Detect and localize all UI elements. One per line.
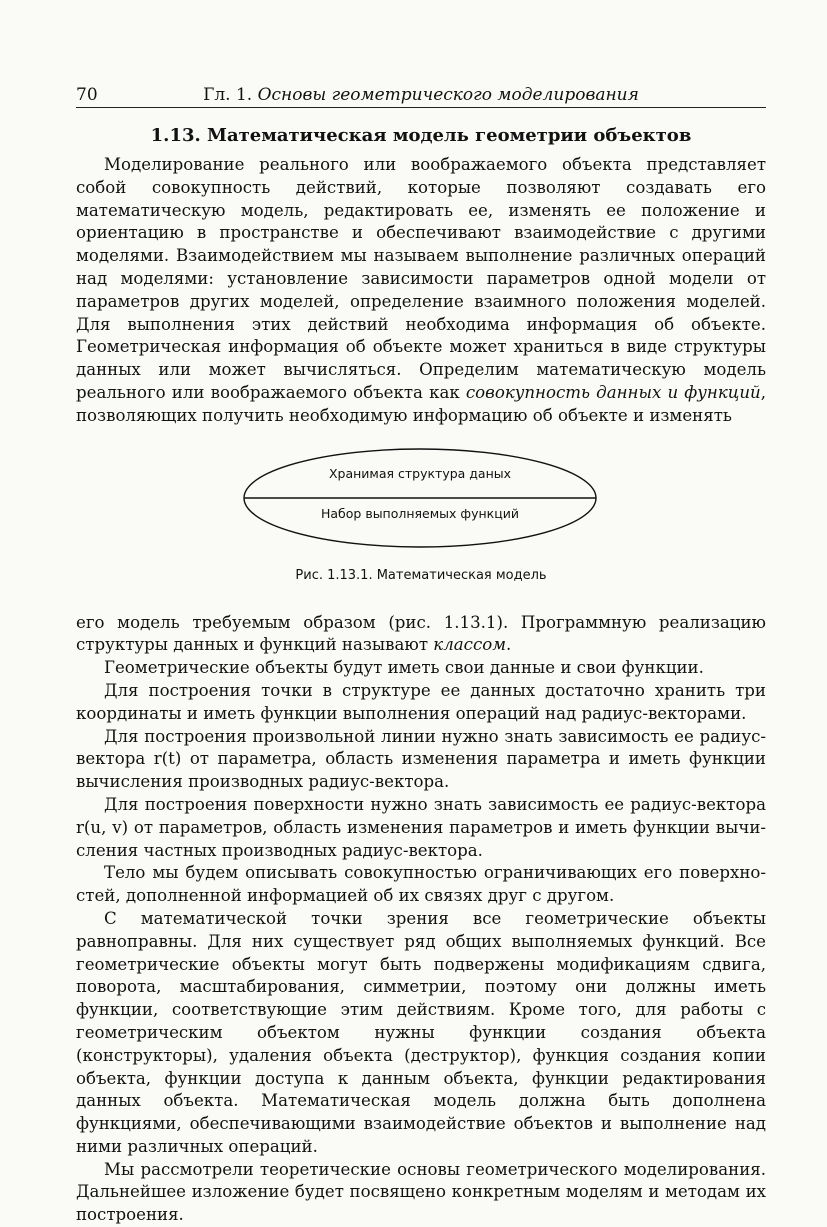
p1-cont-end: . bbox=[505, 635, 512, 655]
paragraph-1 bbox=[76, 154, 766, 428]
p1-end: , позволяющих получить необходимую информацию об объекте и изменять bbox=[76, 382, 766, 425]
p1-cont-emphasis: классом bbox=[433, 635, 506, 655]
page-number: 70 bbox=[76, 85, 98, 105]
book-page bbox=[76, 84, 766, 1227]
section-title: 1.13. Математическая модель геометрии объектов bbox=[150, 125, 692, 146]
figure-1-13-1 bbox=[76, 442, 766, 612]
paragraph-8: Мы рассмотрели теоретические основы геометрического моделирования. Дальнейшее изложение будет посвящено конкретным моделям и методам их построения. bbox=[76, 1159, 766, 1225]
figure-caption: Рис. 1.13.1. Математическая модель bbox=[295, 567, 547, 583]
paragraph-3: Для построения точки в структуре ее данных достаточно хранить три координаты и иметь функции выполнения операций над радиус-векторами. bbox=[76, 680, 766, 723]
paragraph-6: Тело мы будем описывать совокупностью ограничивающих его поверхностей, дополненной информацией об их связях друг с другом. bbox=[76, 863, 766, 906]
figure-label-data-structure: Хранимая структура даных bbox=[328, 465, 512, 481]
paragraph-1-continued bbox=[76, 612, 766, 658]
paragraph-7: С математической точки зрения все геометрические объекты равноправны. Для них существует ряд общих выполняемых функций. Все геометрические объекты могут быть подвержены модификациям сдвига, поворота, масштабирования, симметрии, поэтому они должны иметь функции, соответствующие этим действиям. Кроме того, для работы с геометрическим объектом нужны функции создания объекта (конструкторы), удаления объекта (деструктор), функция создания копии объекта, функции доступа к данным объекта, функции редактирования данных объекта. Математическая модель должна быть дополнена функциями, обеспечивающими взаимодействие объектов и выполнение над ними различных операций. bbox=[76, 908, 766, 1156]
paragraph-5: Для построения поверхности нужно знать зависимость ее радиус-вектора r(u, v) от параметров, область изменения параметров и иметь функции вычисления частных производных радиус-вектора. bbox=[76, 794, 766, 860]
chapter-number: Гл. 1. bbox=[203, 85, 253, 105]
chapter-title: Основы геометрического моделирования bbox=[257, 85, 639, 105]
running-head bbox=[76, 84, 766, 108]
p1-emphasis: совокупность данных и функций bbox=[465, 382, 761, 402]
p1-cont-start: его модель требуемым образом (рис. 1.13.1). Программную реализацию структуры данных и функций называют bbox=[76, 612, 766, 655]
p1-start: Моделирование реального или воображаемого объекта представляет собой совокупность действий, которые позволяют создавать его математическую модель, редактировать ее, изменять ее положение и ориентацию в пространстве и обеспечивают взаимодействие с другими моделями. Взаимодействием мы называем выполнение различных операций над моделями: установление зависимости параметров одной модели от параметров других моделей, определение взаимного положения моделей. Для выполнения этих действий необходима информация об объекте. Геометрическая информация об объекте может храниться в виде структуры данных или может вычисляться. Определим математическую модель реального или воображаемого объекта как bbox=[76, 155, 766, 402]
figure-label-functions: Набор выполняемых функций bbox=[321, 505, 519, 521]
paragraph-4: Для построения произвольной линии нужно знать зависимость ее радиус-вектора r(t) от параметра, область изменения параметра и иметь функции вычисления производных радиус-вектора. bbox=[76, 726, 766, 792]
ellipse-diagram bbox=[240, 444, 600, 556]
paragraph-2: Геометрические объекты будут иметь свои данные и свои функции. bbox=[104, 658, 704, 678]
chapter-heading bbox=[116, 84, 766, 106]
